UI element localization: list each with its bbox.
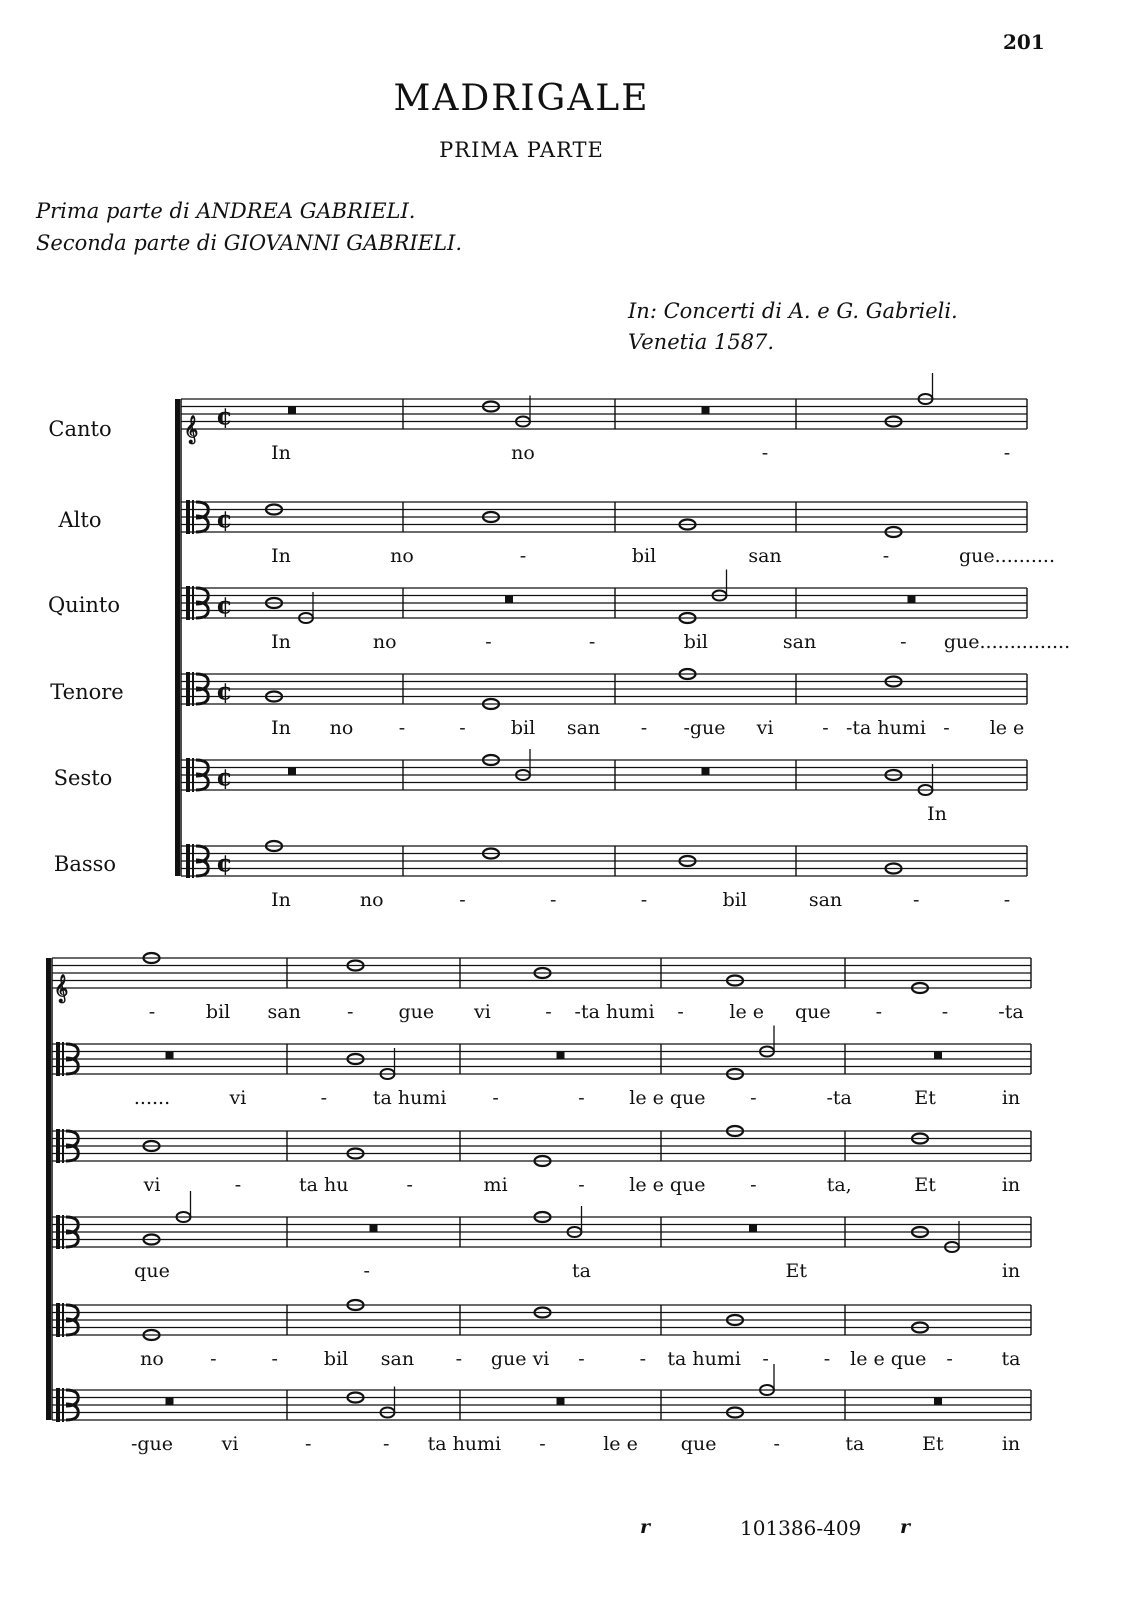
lyric-syllable: le e: [729, 1001, 764, 1023]
lyric-syllable: le e que: [850, 1348, 927, 1370]
lyric-syllable: -ta humi: [574, 1001, 655, 1023]
c-clef-icon: [62, 1303, 64, 1337]
treble-clef-icon: 𝄞: [184, 414, 199, 443]
piece-subtitle: PRIMA PARTE: [439, 138, 604, 162]
rest-icon: [908, 596, 916, 604]
lyric-syllable: -: [823, 1348, 831, 1370]
lyric-syllable: vi: [221, 1433, 239, 1455]
lyric-syllable: -: [882, 545, 890, 567]
lyric-syllable: In: [271, 442, 291, 464]
staff-basso: [52, 1364, 1031, 1455]
lyric-syllable: vi: [229, 1087, 247, 1109]
lyric-syllable: bil: [510, 717, 536, 739]
lyric-syllable: -gue: [130, 1433, 174, 1455]
lyric-syllable: bil: [631, 545, 657, 567]
lyric-syllable: -: [406, 1174, 413, 1196]
cut-time-icon: ¢: [216, 401, 233, 431]
plate-mark-left: r: [640, 1516, 651, 1538]
lyric-syllable: -: [875, 1001, 883, 1023]
rest-icon: [934, 1052, 942, 1060]
staff-alto: [52, 1026, 1031, 1110]
lyric-syllable: gue vi: [490, 1348, 550, 1370]
c-clef-icon: [192, 500, 194, 534]
lyric-syllable: -: [210, 1348, 217, 1370]
plate-number: 101386-409: [740, 1516, 862, 1540]
lyric-syllable: -: [550, 889, 557, 911]
lyric-syllable: ta humi: [427, 1433, 502, 1455]
lyric-syllable: gue: [398, 1001, 435, 1023]
lyric-syllable: bil: [683, 631, 709, 653]
lyric-syllable: -: [320, 1087, 328, 1109]
c-clef-icon: [186, 500, 190, 534]
lyric-syllable: Et: [785, 1260, 808, 1282]
rest-icon: [749, 1225, 757, 1233]
lyric-syllable: -: [148, 1001, 156, 1023]
cut-time-icon: ¢: [216, 848, 233, 878]
c-clef-icon: [62, 1215, 64, 1249]
lyric-syllable: In: [271, 545, 291, 567]
rest-icon: [166, 1052, 174, 1060]
lyric-syllable: -: [941, 1001, 949, 1023]
cut-time-icon: ¢: [216, 762, 233, 792]
lyric-syllable: -: [578, 1087, 585, 1109]
lyric-syllable: ta: [1001, 1348, 1021, 1370]
piece-title: MADRIGALE: [393, 78, 650, 119]
system-brace: [46, 958, 51, 1420]
rest-icon: [288, 407, 296, 415]
lyric-syllable: ta: [845, 1433, 865, 1455]
voice-label-basso: Basso: [53, 852, 117, 876]
c-clef-icon: [62, 1388, 64, 1422]
lyric-syllable: no: [390, 545, 414, 567]
lyric-syllable: in: [1001, 1260, 1021, 1282]
staff-alto: [181, 500, 1055, 567]
lyric-syllable: no: [372, 631, 397, 653]
lyric-syllable: ta humi: [372, 1087, 447, 1109]
lyric-syllable: -: [639, 1348, 647, 1370]
lyric-syllable: Et: [922, 1433, 944, 1455]
c-clef-icon: [62, 1129, 64, 1163]
c-clef-icon: [186, 586, 190, 620]
c-clef-icon: [62, 1042, 64, 1076]
c-clef-icon: [186, 672, 190, 706]
lyric-syllable: -: [900, 631, 907, 653]
lyric-syllable: In: [271, 717, 291, 739]
rest-icon: [934, 1398, 942, 1406]
lyric-syllable: -: [347, 1001, 354, 1023]
lyric-syllable: -: [459, 717, 466, 739]
lyric-syllable: -: [304, 1433, 312, 1455]
staff-tenore: [52, 1191, 1031, 1282]
lyric-syllable: -: [762, 1348, 769, 1370]
lyric-syllable: -: [271, 1348, 278, 1370]
c-clef-icon: [56, 1215, 60, 1249]
lyric-syllable: ta humi: [667, 1348, 742, 1370]
lyric-syllable: -: [578, 1174, 585, 1196]
lyric-syllable: -: [588, 631, 596, 653]
staff-quinto: [181, 570, 1070, 654]
c-clef-icon: [192, 672, 194, 706]
lyric-syllable: in: [1001, 1087, 1021, 1109]
lyric-syllable: que: [680, 1433, 717, 1455]
voice-label-tenore: Tenore: [50, 680, 124, 704]
lyric-syllable: san: [748, 545, 782, 567]
lyric-syllable: -: [946, 1348, 953, 1370]
lyric-syllable: ta: [572, 1260, 591, 1282]
c-clef-icon: [192, 586, 194, 620]
c-clef-icon: [56, 1388, 60, 1422]
lyric-syllable: -: [363, 1260, 370, 1282]
treble-clef-icon: 𝄞: [54, 973, 69, 1002]
lyric-syllable: -: [822, 717, 829, 739]
lyric-syllable: -: [383, 1433, 390, 1455]
composer-credit-prima: Prima parte di ANDREA GABRIELI.: [36, 199, 416, 223]
lyric-syllable: ......: [133, 1087, 171, 1109]
source-place-year: Venetia 1587.: [628, 330, 775, 354]
lyric-syllable: le e que: [629, 1087, 706, 1109]
lyric-syllable: In: [271, 631, 291, 653]
voice-label-sesto: Sesto: [53, 766, 113, 790]
lyric-syllable: -: [485, 631, 492, 653]
system-brace: [175, 399, 180, 876]
lyric-syllable: vi: [143, 1174, 161, 1196]
c-clef-icon: [186, 844, 190, 878]
lyric-syllable: -: [677, 1001, 684, 1023]
lyric-syllable: gue..........: [958, 545, 1056, 567]
lyric-syllable: san: [566, 717, 601, 739]
lyric-syllable: Et: [914, 1087, 936, 1109]
lyric-syllable: no: [511, 442, 535, 464]
lyric-syllable: vi: [756, 717, 774, 739]
c-clef-icon: [56, 1129, 60, 1163]
voice-label-alto: Alto: [58, 508, 102, 532]
page-number: 201: [1003, 30, 1045, 54]
lyric-syllable: -: [459, 889, 466, 911]
staff-canto: [52, 953, 1031, 1023]
voice-label-quinto: Quinto: [47, 593, 121, 617]
lyric-syllable: le e que: [629, 1174, 706, 1196]
score-system-1: [175, 373, 1070, 911]
lyric-syllable: bil: [323, 1348, 349, 1370]
lyric-syllable: -: [640, 889, 648, 911]
plate-mark-right: r: [900, 1516, 911, 1538]
lyric-syllable: -: [943, 717, 950, 739]
lyric-syllable: san: [267, 1001, 301, 1023]
lyric-syllable: -: [492, 1087, 499, 1109]
lyric-syllable: -: [234, 1174, 242, 1196]
score-system-2: [46, 953, 1031, 1455]
lyric-syllable: In: [271, 889, 291, 911]
lyric-syllable: -: [640, 717, 648, 739]
c-clef-icon: [56, 1042, 60, 1076]
lyric-syllable: no: [140, 1348, 164, 1370]
lyric-syllable: no: [359, 889, 384, 911]
lyric-syllable: bil: [722, 889, 747, 911]
c-clef-icon: [192, 758, 194, 792]
lyric-syllable: que: [134, 1260, 170, 1282]
lyric-syllable: ta,: [826, 1174, 852, 1196]
staff-tenore: [181, 669, 1027, 739]
lyric-syllable: -: [398, 717, 406, 739]
lyric-syllable: Et: [914, 1174, 936, 1196]
lyric-syllable: In: [927, 803, 947, 825]
lyric-syllable: -: [1003, 889, 1011, 911]
lyric-syllable: mi: [483, 1174, 508, 1196]
lyric-syllable: le e: [989, 717, 1025, 739]
lyric-syllable: in: [1001, 1433, 1021, 1455]
lyric-syllable: -: [750, 1174, 757, 1196]
lyric-syllable: san: [782, 631, 817, 653]
lyric-syllable: -ta humi: [846, 717, 926, 739]
lyric-syllable: -: [761, 442, 769, 464]
source-citation: In: Concerti di A. e G. Gabrieli.: [628, 299, 958, 323]
lyric-syllable: san: [380, 1348, 415, 1370]
lyric-syllable: -gue: [683, 717, 726, 739]
staff-basso: [181, 841, 1027, 911]
staff-sesto: [181, 749, 1027, 825]
rest-icon: [370, 1225, 378, 1233]
staff-quinto: [52, 1126, 1031, 1196]
c-clef-icon: [56, 1303, 60, 1337]
rest-icon: [557, 1052, 565, 1060]
lyric-syllable: -ta: [826, 1087, 852, 1109]
cut-time-icon: ¢: [216, 590, 233, 620]
lyric-syllable: san: [808, 889, 843, 911]
rest-icon: [557, 1398, 565, 1406]
rest-icon: [702, 407, 710, 415]
lyric-syllable: in: [1001, 1174, 1021, 1196]
lyric-syllable: -: [773, 1433, 780, 1455]
rest-icon: [288, 768, 296, 776]
staff-canto: [181, 373, 1027, 464]
lyric-syllable: -: [578, 1348, 585, 1370]
voice-label-canto: Canto: [48, 417, 112, 441]
lyric-syllable: -ta: [998, 1001, 1024, 1023]
rest-icon: [505, 596, 513, 604]
rest-icon: [166, 1398, 174, 1406]
cut-time-icon: ¢: [216, 504, 233, 534]
lyric-syllable: -: [455, 1348, 462, 1370]
lyric-syllable: -: [913, 889, 920, 911]
lyric-syllable: -: [750, 1087, 757, 1109]
cut-time-icon: ¢: [216, 676, 233, 706]
composer-credit-seconda: Seconda parte di GIOVANNI GABRIELI.: [36, 231, 463, 255]
lyric-syllable: vi: [473, 1001, 491, 1023]
lyric-syllable: gue...............: [943, 631, 1071, 653]
staff-sesto: [52, 1300, 1031, 1370]
rest-icon: [702, 768, 710, 776]
lyric-syllable: -: [1003, 442, 1011, 464]
lyric-syllable: no: [329, 717, 354, 739]
lyric-syllable: -: [545, 1001, 552, 1023]
c-clef-icon: [186, 758, 190, 792]
lyric-syllable: -: [539, 1433, 546, 1455]
lyric-syllable: que: [794, 1001, 831, 1023]
lyric-syllable: le e: [603, 1433, 638, 1455]
lyric-syllable: -: [519, 545, 527, 567]
lyric-syllable: bil: [205, 1001, 231, 1023]
lyric-syllable: ta hu: [299, 1174, 349, 1196]
c-clef-icon: [192, 844, 194, 878]
